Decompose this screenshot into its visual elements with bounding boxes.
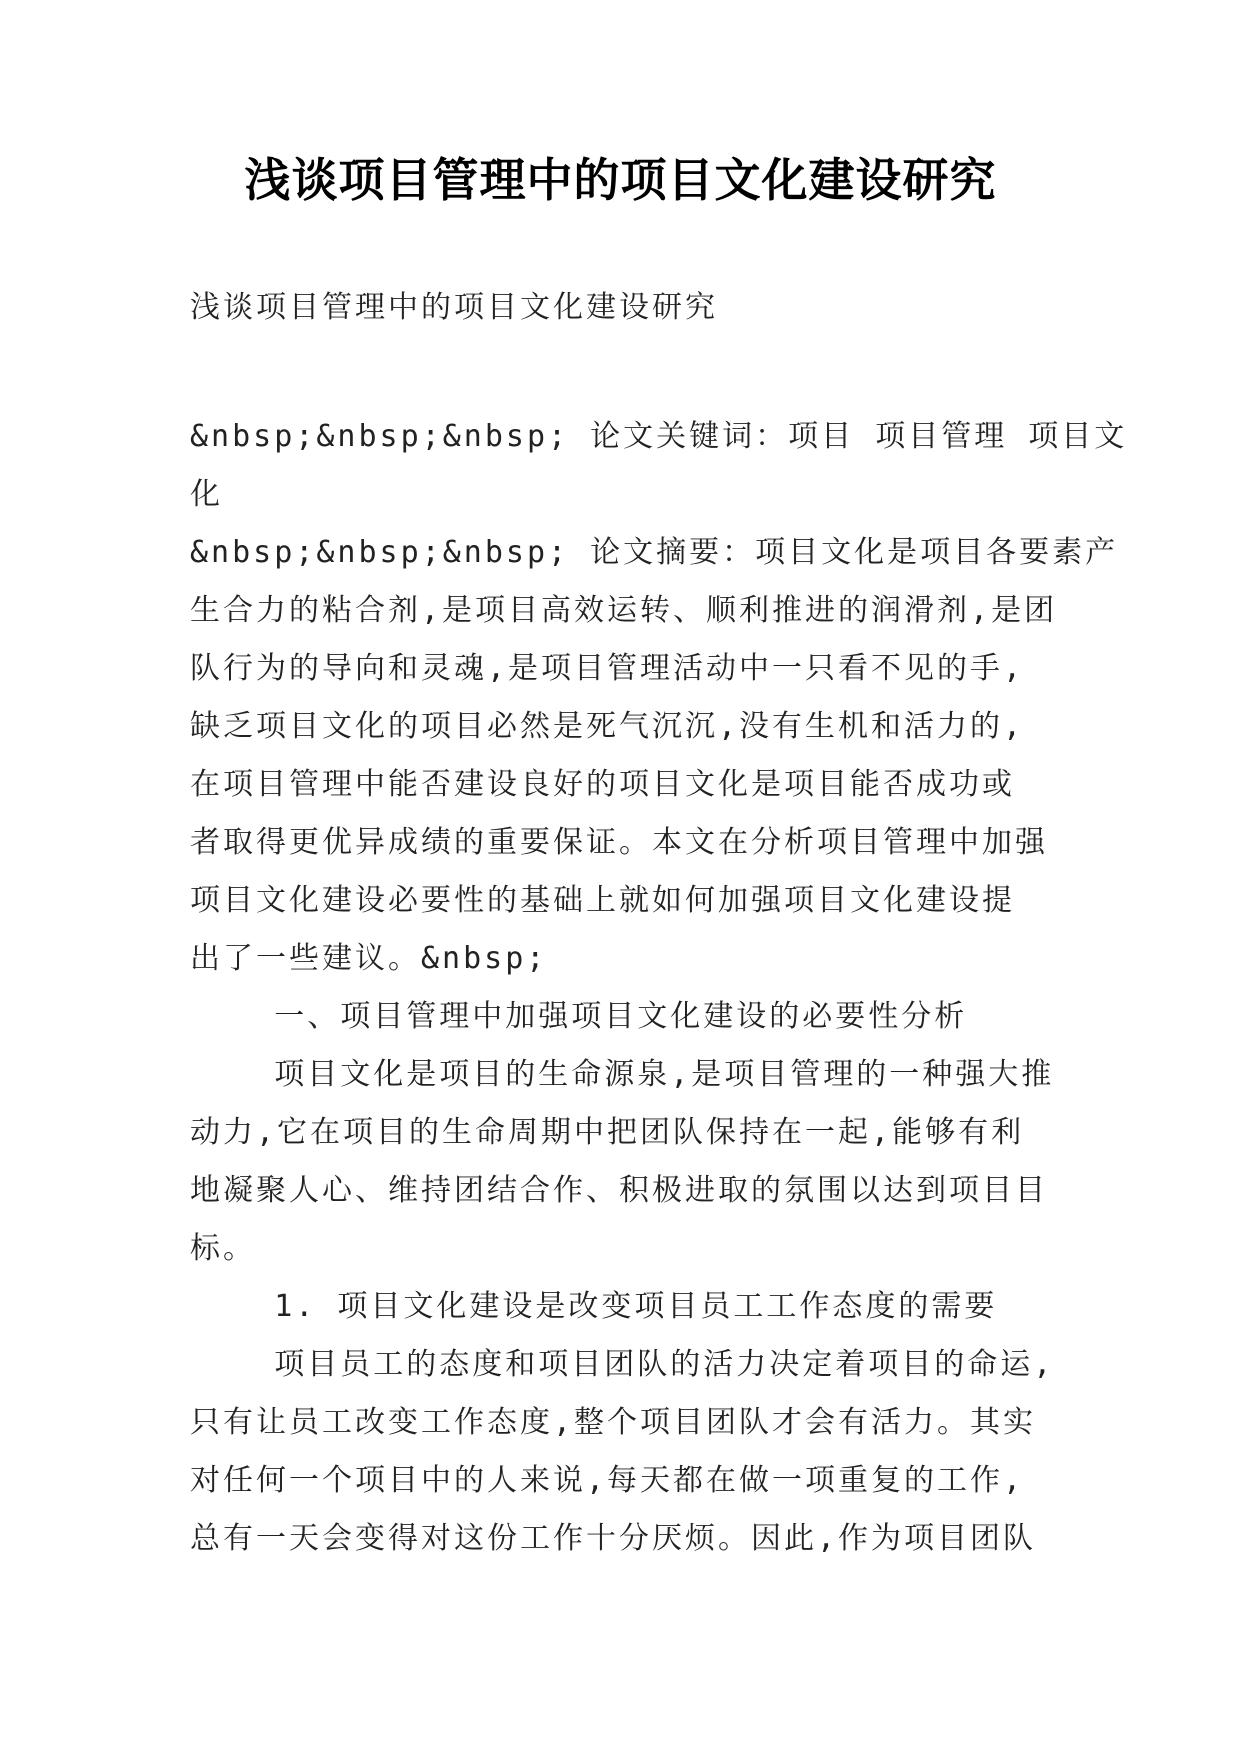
body-line: 只有让员工改变工作态度,整个项目团队才会有活力。其实 [190, 1405, 1037, 1440]
body-line: 项目员工的态度和项目团队的活力决定着项目的命运, [190, 1347, 1055, 1382]
body-line: 队行为的导向和灵魂,是项目管理活动中一只看不见的手, [190, 651, 1025, 686]
body-line: 缺乏项目文化的项目必然是死气沉沉,没有生机和活力的, [190, 709, 1025, 744]
document-body [190, 408, 1128, 1568]
body-line: &nbsp;&nbsp;&nbsp; 论文摘要：项目文化是项目各要素产 [190, 535, 1119, 570]
document-title: 浅谈项目管理中的项目文化建设研究 [244, 153, 997, 207]
body-line: 项目文化建设必要性的基础上就如何加强项目文化建设提 [190, 883, 1015, 918]
body-line: 对任何一个项目中的人来说,每天都在做一项重复的工作, [190, 1463, 1025, 1498]
body-line: 者取得更优异成绩的重要保证。本文在分析项目管理中加强 [190, 825, 1048, 860]
body-line: 地凝聚人心、维持团结合作、积极进取的氛围以达到项目目 [190, 1173, 1048, 1208]
body-line: &nbsp;&nbsp;&nbsp; 论文关键词：项目 项目管理 项目文 [190, 419, 1128, 454]
body-line: 化 [190, 477, 223, 512]
body-line: 生合力的粘合剂,是项目高效运转、顺利推进的润滑剂,是团 [190, 593, 1058, 628]
section-heading: 一、项目管理中加强项目文化建设的必要性分析 [190, 999, 968, 1034]
subsection-heading: 1. 项目文化建设是改变项目员工工作态度的需要 [190, 1289, 998, 1324]
body-line: 出了一些建议。&nbsp; [190, 941, 548, 976]
body-line: 总有一天会变得对这份工作十分厌烦。因此,作为项目团队 [190, 1521, 1037, 1556]
body-line: 标。 [190, 1231, 256, 1266]
body-line: 项目文化是项目的生命源泉,是项目管理的一种强大推 [190, 1057, 1055, 1092]
body-line: 动力,它在项目的生命周期中把团队保持在一起,能够有利 [190, 1115, 1025, 1150]
document-subtitle: 浅谈项目管理中的项目文化建设研究 [190, 290, 718, 325]
body-line: 在项目管理中能否建设良好的项目文化是项目能否成功或 [190, 767, 1015, 802]
